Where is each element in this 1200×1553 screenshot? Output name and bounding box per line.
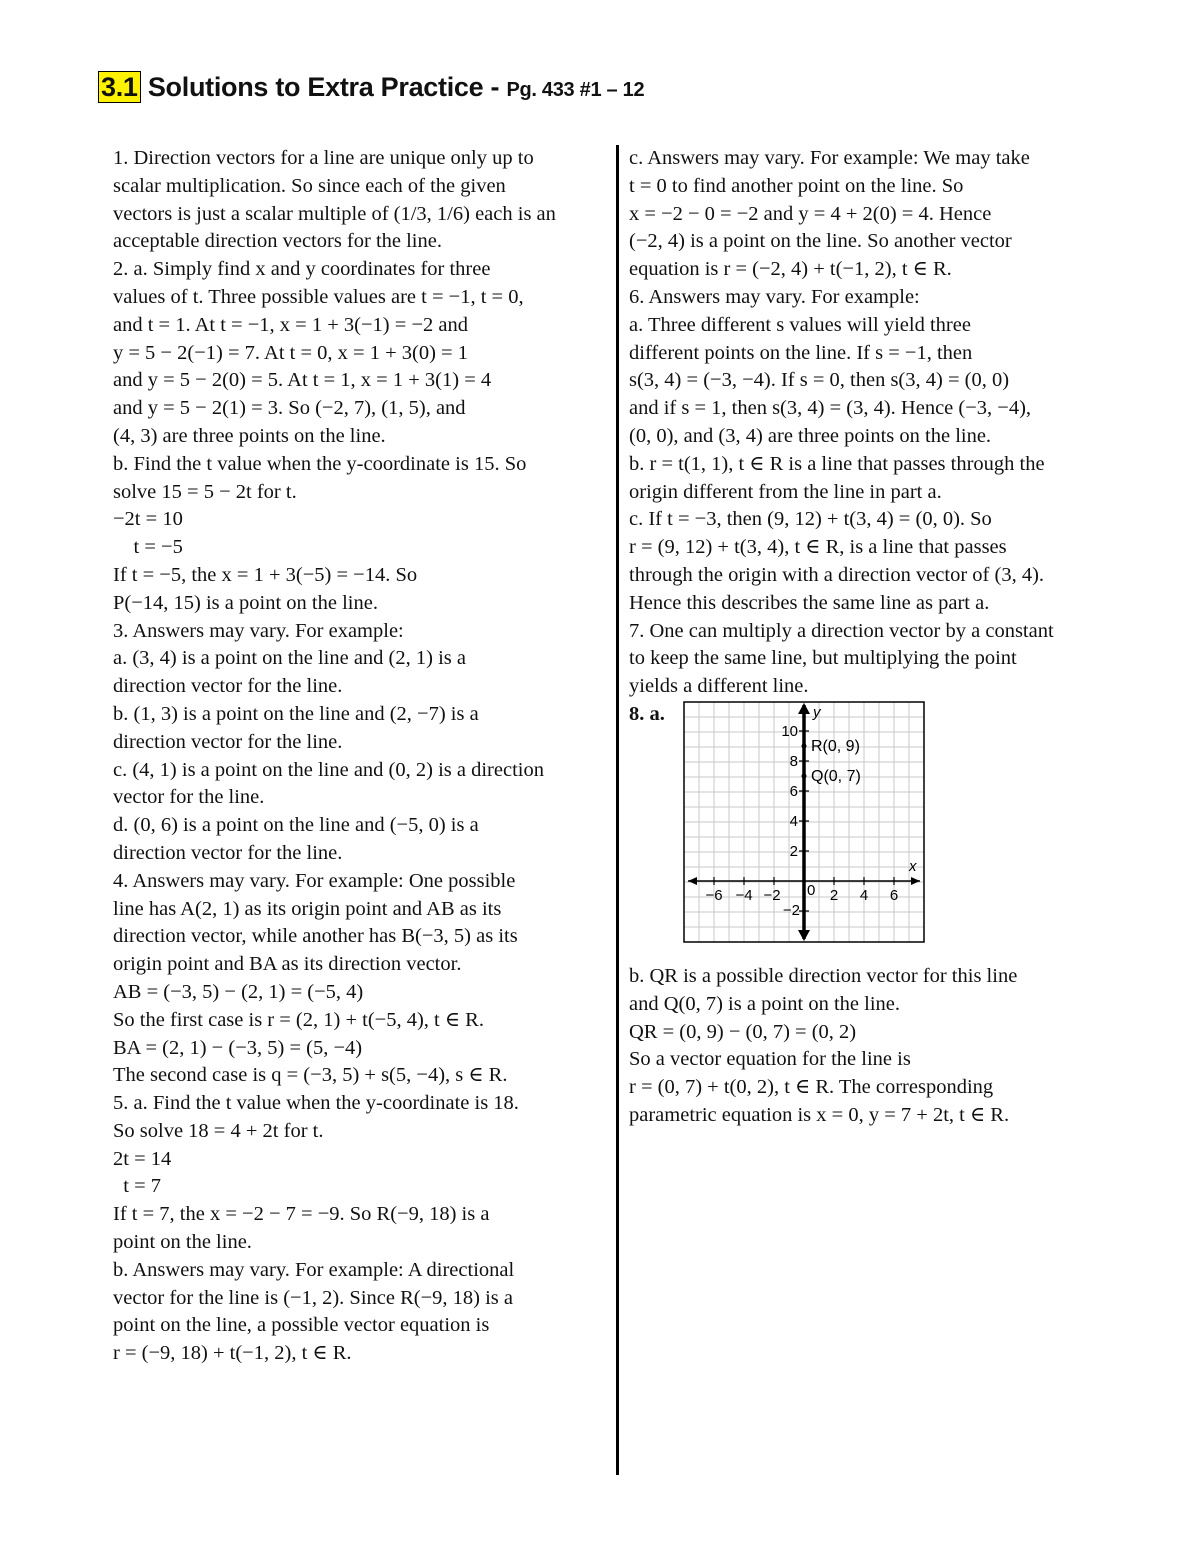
text-line: So solve 18 = 4 + 2t for t.: [113, 1119, 324, 1142]
text-line: through the origin with a direction vector of (3, 4).: [629, 563, 1045, 586]
text-line: t = 7: [113, 1175, 162, 1198]
text-line: b. Answers may vary. For example: A directional: [113, 1258, 515, 1281]
text-line: line has A(2, 1) as its origin point and AB as its: [113, 897, 502, 920]
text-line: vectors is just a scalar multiple of (1/3, 1/6) each is an: [113, 202, 556, 225]
text-line: b. (1, 3) is a point on the line and (2, −7) is a: [113, 702, 479, 725]
x-tick-label: 6: [889, 886, 899, 904]
text-line: and t = 1. At t = −1, x = 1 + 3(−1) = −2 and: [113, 313, 468, 336]
text-line: Hence this describes the same line as part a.: [629, 591, 990, 614]
text-line: direction vector for the line.: [113, 841, 343, 864]
x-tick-label: −4: [735, 886, 753, 904]
text-line: vector for the line is (−1, 2). Since R(−9, 18) is a: [113, 1286, 514, 1309]
y-tick-label: 6: [789, 782, 798, 800]
text-line: equation is r = (−2, 4) + t(−1, 2), t ∈ R.: [629, 258, 952, 281]
text-line: direction vector for the line.: [113, 730, 343, 753]
text-line: r = (0, 7) + t(0, 2), t ∈ R. The corresponding: [629, 1076, 994, 1099]
origin-label: 0: [807, 881, 816, 899]
text-line: BA = (2, 1) − (−3, 5) = (5, −4): [113, 1036, 363, 1059]
y-tick-label-negative: −2: [782, 901, 800, 919]
y-tick-label: 2: [789, 842, 798, 860]
text-line: b. Find the t value when the y-coordinate is 15. So: [113, 452, 527, 475]
text-line: parametric equation is x = 0, y = 7 + 2t, t ∈ R.: [629, 1103, 1010, 1126]
text-line: The second case is q = (−3, 5) + s(5, −4), s ∈ R.: [113, 1064, 508, 1087]
point-q-label: Q(0, 7): [811, 767, 861, 785]
text-line: 7. One can multiply a direction vector by a constant: [629, 619, 1054, 642]
text-line: 4. Answers may vary. For example: One possible: [113, 869, 516, 892]
graph-label: 8. a.: [629, 702, 665, 725]
text-line: If t = 7, the x = −2 − 7 = −9. So R(−9, 18) is a: [113, 1203, 490, 1226]
y-axis-down-arrow-icon: [798, 930, 810, 941]
left-column: [113, 145, 613, 1368]
text-line: x = −2 − 0 = −2 and y = 4 + 2(0) = 4. Hence: [629, 202, 992, 225]
text-line: (4, 3) are three points on the line.: [113, 424, 386, 447]
text-line: acceptable direction vectors for the line.: [113, 230, 442, 253]
text-line: to keep the same line, but multiplying the point: [629, 647, 1017, 670]
text-line: 2t = 14: [113, 1147, 172, 1170]
text-line: origin different from the line in part a.: [629, 480, 942, 503]
text-line: and if s = 1, then s(3, 4) = (3, 4). Hence (−3, −4),: [629, 397, 1032, 420]
text-line: 5. a. Find the t value when the y-coordinate is 18.: [113, 1092, 519, 1115]
point-r-label: R(0, 9): [811, 737, 860, 755]
text-line: P(−14, 15) is a point on the line.: [113, 591, 378, 614]
text-line: values of t. Three possible values are t = −1, t = 0,: [113, 285, 524, 308]
text-line: c. Answers may vary. For example: We may take: [629, 147, 1030, 169]
text-line: point on the line.: [113, 1231, 252, 1254]
text-line: (−2, 4) is a point on the line. So another vector: [629, 230, 1012, 253]
text-line: r = (9, 12) + t(3, 4), t ∈ R, is a line that passes: [629, 536, 1007, 559]
title-text: Solutions to Extra Practice -: [140, 72, 507, 102]
text-line: and y = 5 − 2(1) = 3. So (−2, 7), (1, 5), and: [113, 397, 466, 420]
graph-block: [629, 701, 1129, 963]
text-line: c. If t = −3, then (9, 12) + t(3, 4) = (0, 0). So: [629, 508, 992, 531]
text-line: So the first case is r = (2, 1) + t(−5, 4), t ∈ R.: [113, 1008, 484, 1031]
x-tick-label: −2: [763, 886, 781, 904]
text-line: yields a different line.: [629, 675, 809, 698]
text-line: different points on the line. If s = −1, then: [629, 341, 973, 364]
text-line: 3. Answers may vary. For example:: [113, 619, 404, 642]
text-line: and y = 5 − 2(0) = 5. At t = 1, x = 1 + 3(1) = 4: [113, 369, 492, 392]
text-line: t = −5: [113, 536, 183, 559]
text-line: 6. Answers may vary. For example:: [629, 285, 920, 308]
text-line: 2. a. Simply find x and y coordinates for three: [113, 258, 491, 281]
text-line: a. Three different s values will yield three: [629, 313, 971, 336]
text-line: t = 0 to find another point on the line. So: [629, 174, 964, 197]
text-line: d. (0, 6) is a point on the line and (−5, 0) is a: [113, 814, 479, 837]
y-tick-label: 8: [789, 752, 798, 770]
text-line: (0, 0), and (3, 4) are three points on the line.: [629, 424, 992, 447]
x-tick-label: 4: [859, 886, 869, 904]
text-line: QR = (0, 9) − (0, 7) = (0, 2): [629, 1020, 857, 1043]
text-line: solve 15 = 5 − 2t for t.: [113, 480, 297, 503]
section-number: 3.1: [98, 71, 141, 103]
column-divider: [616, 145, 619, 1475]
y-axis-label: y: [813, 703, 821, 721]
y-tick-label: 4: [789, 812, 798, 830]
y-tick-label: 10: [781, 722, 798, 740]
x-axis-right-arrow-icon: [911, 877, 920, 885]
text-line: point on the line, a possible vector equation is: [113, 1314, 490, 1337]
text-line: scalar multiplication. So since each of the given: [113, 174, 506, 197]
x-axis-label: x: [909, 857, 917, 875]
text-line: c. (4, 1) is a point on the line and (0, 2) is a direction: [113, 758, 544, 781]
text-line: origin point and BA as its direction vector.: [113, 953, 462, 976]
text-line: y = 5 − 2(−1) = 7. At t = 0, x = 1 + 3(0) = 1: [113, 341, 468, 364]
point-q-marker: [802, 773, 807, 778]
x-axis-left-arrow-icon: [688, 877, 697, 885]
text-line: b. QR is a possible direction vector for this line: [629, 964, 1018, 987]
text-line: −2t = 10: [113, 508, 183, 531]
x-tick-label: −6: [705, 886, 723, 904]
text-line: 1. Direction vectors for a line are unique only up to: [113, 147, 534, 169]
right-column: [629, 145, 1129, 1130]
x-tick-label: 2: [829, 886, 839, 904]
coordinate-graph: [683, 701, 925, 943]
text-line: and Q(0, 7) is a point on the line.: [629, 992, 901, 1015]
text-line: r = (−9, 18) + t(−1, 2), t ∈ R.: [113, 1342, 352, 1365]
text-line: b. r = t(1, 1), t ∈ R is a line that passes through the: [629, 452, 1045, 475]
text-line: direction vector, while another has B(−3, 5) as its: [113, 925, 518, 948]
text-line: AB = (−3, 5) − (2, 1) = (−5, 4): [113, 980, 364, 1003]
text-line: direction vector for the line.: [113, 675, 343, 698]
text-line: If t = −5, the x = 1 + 3(−5) = −14. So: [113, 563, 418, 586]
title-page-ref: Pg. 433 #1 – 12: [506, 79, 645, 101]
point-r-marker: [802, 743, 807, 748]
text-line: a. (3, 4) is a point on the line and (2, 1) is a: [113, 647, 466, 670]
y-axis-up-arrow-icon: [798, 703, 810, 714]
text-line: So a vector equation for the line is: [629, 1048, 911, 1071]
text-line: s(3, 4) = (−3, −4). If s = 0, then s(3, 4) = (0, 0): [629, 369, 1010, 392]
page-title: [98, 72, 644, 103]
text-line: vector for the line.: [113, 786, 265, 809]
